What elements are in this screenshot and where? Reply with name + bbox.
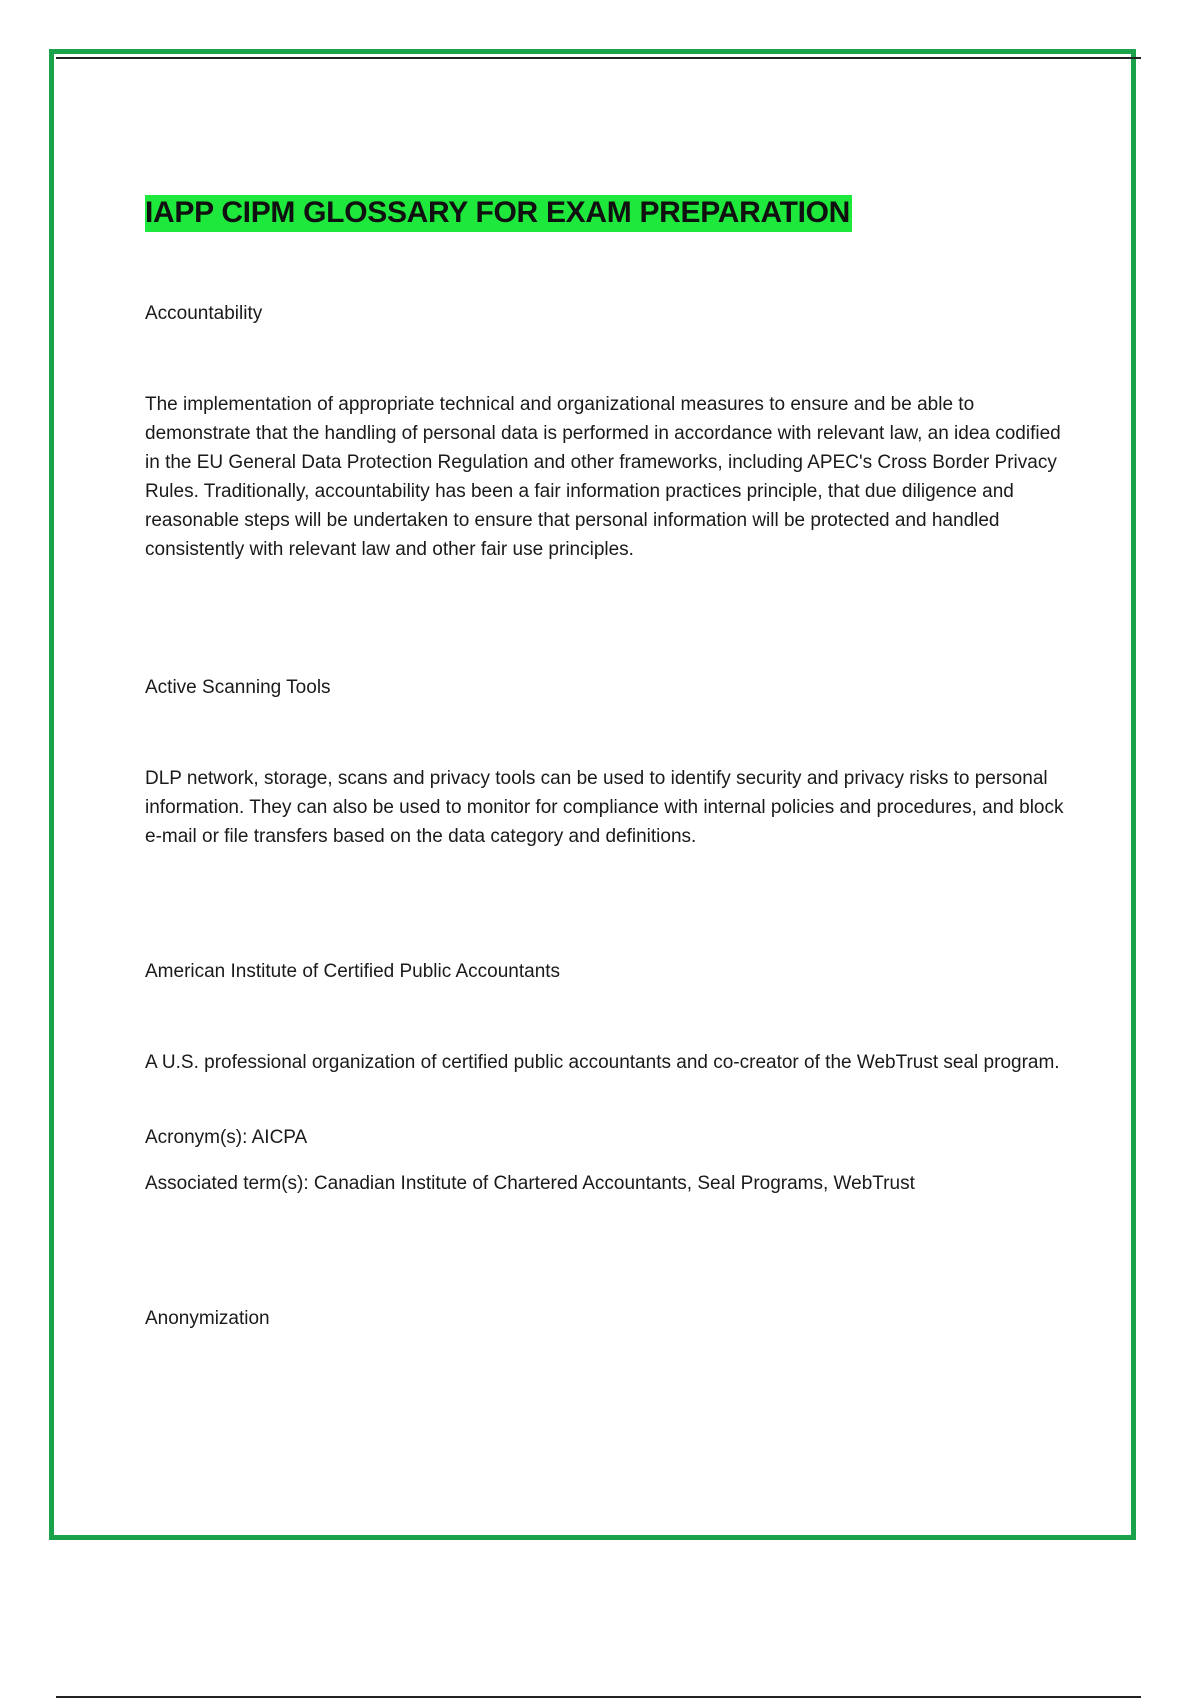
glossary-definition: The implementation of appropriate technical and organizational measures to ensure and be able to demonstrate that the handling of personal data is performed in accordance with relevant law, an idea codified in the EU General Data Protection Regulation and other frameworks, including APEC's Cross Border Privacy Rules. Traditionally, accountability has been a fair information practices principle, that due diligence and reasonable steps will be undertaken to ensure that personal information will be protected and handled consistently with relevant law and other fair use principles. — [145, 394, 1061, 560]
glossary-definition: DLP network, storage, scans and privacy tools can be used to identify security and privacy risks to personal information. They can also be used to monitor for compliance with internal policies and procedures, and block e-mail or file transfers based on the data category and definitions. — [145, 768, 1064, 847]
glossary-term: Active Scanning Tools — [145, 677, 331, 698]
title-highlight: IAPP CIPM GLOSSARY FOR EXAM PREPARATION — [145, 195, 852, 232]
glossary-definition: A U.S. professional organization of certified public accountants and co-creator of the WebTrust seal program. — [145, 1052, 1060, 1073]
glossary-term: Anonymization — [145, 1308, 270, 1329]
bottom-rule — [56, 1696, 1141, 1698]
glossary-associated-terms: Associated term(s): Canadian Institute of Chartered Accountants, Seal Programs, WebTrust — [145, 1173, 915, 1194]
glossary-acronyms: Acronym(s): AICPA — [145, 1127, 308, 1148]
glossary-term: American Institute of Certified Public Accountants — [145, 961, 561, 982]
top-rule — [56, 57, 1141, 59]
glossary-term: Accountability — [145, 303, 263, 324]
document-title — [145, 192, 852, 234]
